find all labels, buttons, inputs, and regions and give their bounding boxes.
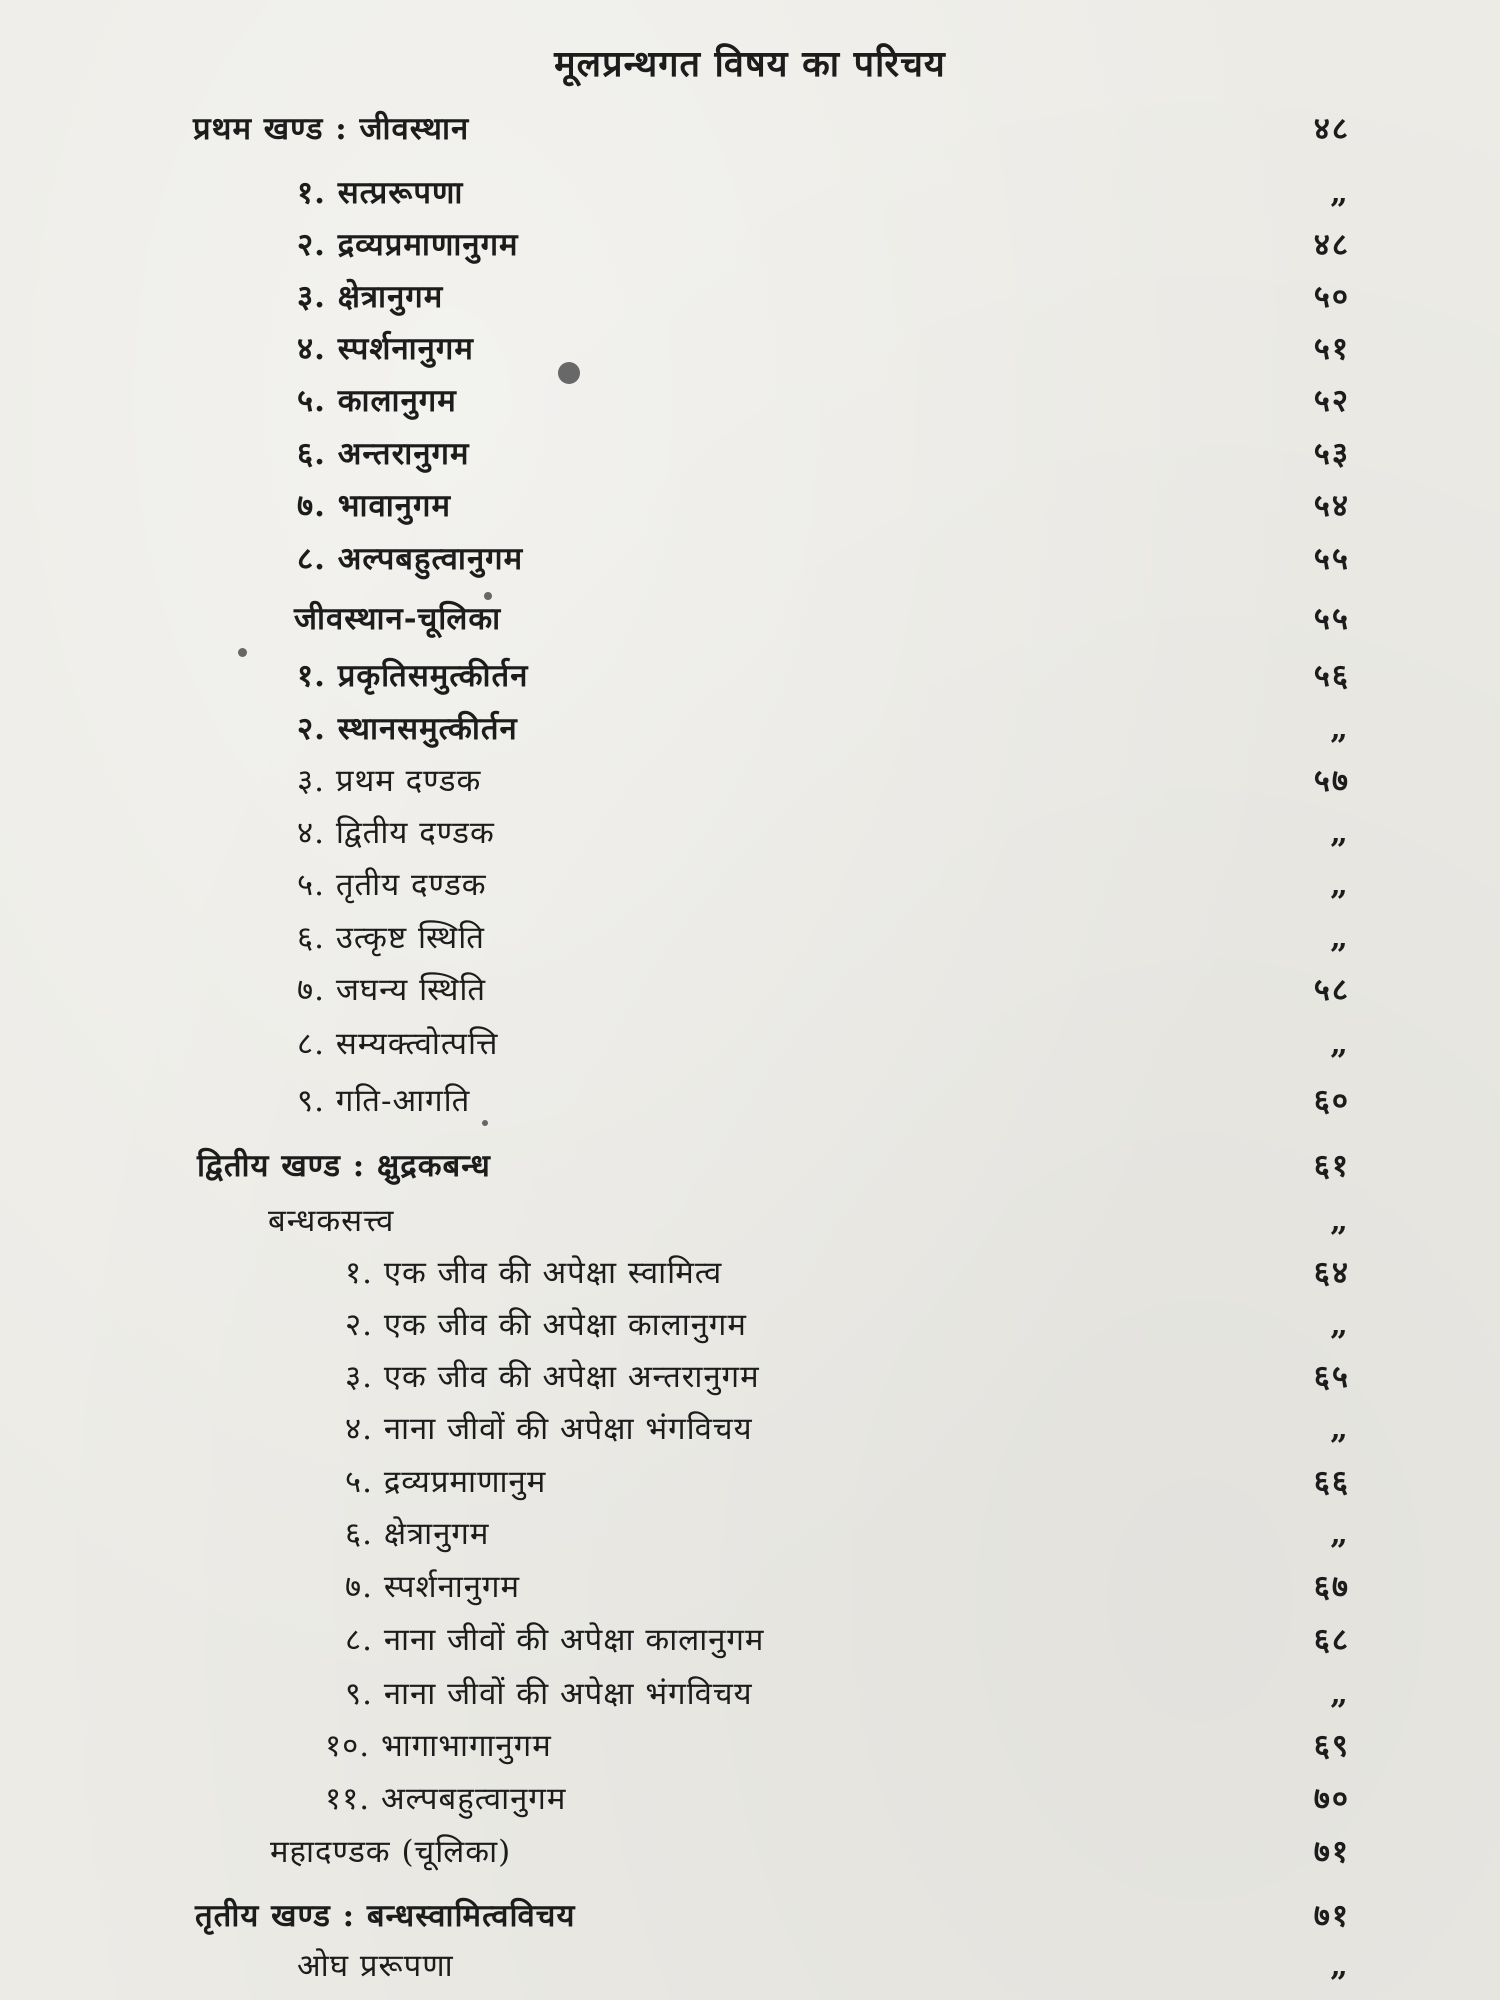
toc-entry-label: ८. नाना जीवों की अपेक्षा कालानुगम <box>345 1622 765 1658</box>
toc-page-number: ६१ <box>1313 1148 1350 1184</box>
toc-entry <box>0 167 1500 219</box>
toc-page-number: ५३ <box>1313 436 1350 472</box>
toc-entry-label: ६. अन्तरानुगम <box>297 436 470 472</box>
toc-section <box>0 103 1500 155</box>
toc-entry-label: १. सत्प्ररूपणा <box>297 175 464 211</box>
toc-page-number: ६७ <box>1313 1569 1350 1605</box>
page-title: मूलप्रन्थगत विषय का परिचय <box>554 43 946 85</box>
toc-page-number: ५२ <box>1313 383 1350 419</box>
toc-page-number: ५४ <box>1313 488 1350 524</box>
toc-entry-label: ५. तृतीय दण्डक <box>297 867 487 903</box>
toc-entry-label: ५. कालानुगम <box>297 383 457 419</box>
toc-page-number: ५५ <box>1313 541 1350 577</box>
toc-entry-label: ३. क्षेत्रानुगम <box>297 279 444 315</box>
toc-entry <box>0 1299 1500 1351</box>
toc-entry-label: ८. सम्यक्त्वोत्पत्ति <box>297 1026 499 1062</box>
toc-page-number: „ <box>1330 1676 1350 1712</box>
toc-entry-label: ३. प्रथम दण्डक <box>297 763 482 799</box>
toc-page-number: ६० <box>1313 1083 1350 1119</box>
toc-entry <box>0 323 1500 375</box>
toc-page-number: ७१ <box>1313 1898 1350 1934</box>
toc-entry-label: ३. एक जीव की अपेक्षा अन्तरानुगम <box>345 1359 760 1395</box>
toc-entry <box>0 964 1500 1016</box>
toc-entry <box>0 755 1500 807</box>
toc-entry <box>0 1075 1500 1127</box>
toc-entry <box>0 1720 1500 1772</box>
toc-subsection-title: महादण्डक (चूलिका) <box>270 1834 512 1870</box>
toc-entry <box>0 1018 1500 1070</box>
toc-subsection-title: जीवस्थान-चूलिका <box>294 601 502 637</box>
toc-entry <box>0 650 1500 702</box>
toc-entry <box>0 1351 1500 1403</box>
toc-entry-label: ८. अल्पबहुत्वानुगम <box>297 541 524 577</box>
toc-entry-label: ९. नाना जीवों की अपेक्षा भंगविचय <box>345 1676 753 1712</box>
toc-subsection-title: ओघ प्ररूपणा <box>297 1948 454 1984</box>
toc-page-number: ४८ <box>1313 111 1350 147</box>
toc-page-number: „ <box>1330 815 1350 851</box>
toc-entry <box>0 1247 1500 1299</box>
toc-page-number: ४८ <box>1313 227 1350 263</box>
toc-page-number: „ <box>1330 1307 1350 1343</box>
toc-entry <box>0 1456 1500 1508</box>
toc-entry <box>0 912 1500 964</box>
toc-entry <box>0 1668 1500 1720</box>
toc-section-title: प्रथम खण्ड : जीवस्थान <box>193 111 470 147</box>
toc-subsection-title: बन्धकसत्त्व <box>268 1203 395 1239</box>
toc-page-number: ६४ <box>1313 1255 1350 1291</box>
toc-subsection <box>0 593 1500 645</box>
toc-subsection <box>0 1826 1500 1878</box>
toc-entry <box>0 859 1500 911</box>
toc-entry-label: ४. स्पर्शनानुगम <box>297 331 474 367</box>
toc-subsection <box>0 1195 1500 1247</box>
toc-entry <box>0 1403 1500 1455</box>
toc-section <box>0 1890 1500 1942</box>
toc-page-number: „ <box>1330 1411 1350 1447</box>
toc-page-number: „ <box>1330 175 1350 211</box>
toc-page-number: „ <box>1330 867 1350 903</box>
toc-entry-label: ६. क्षेत्रानुगम <box>345 1516 490 1552</box>
toc-entry <box>0 703 1500 755</box>
toc-page-number: ६९ <box>1313 1728 1350 1764</box>
toc-page-number: ६८ <box>1313 1622 1350 1658</box>
toc-entry <box>0 1614 1500 1666</box>
toc-entry <box>0 428 1500 480</box>
toc-entry <box>0 480 1500 532</box>
toc-entry <box>0 219 1500 271</box>
toc-entry <box>0 533 1500 585</box>
toc-page-number: ७० <box>1313 1781 1350 1817</box>
toc-entry <box>0 807 1500 859</box>
toc-entry-label: ११. अल्पबहुत्वानुगम <box>325 1781 567 1817</box>
toc-page-number: ५६ <box>1313 658 1350 694</box>
toc-entry-label: १. प्रकृतिसमुत्कीर्तन <box>297 658 529 694</box>
toc-entry <box>0 1561 1500 1613</box>
toc-entry-label: ४. नाना जीवों की अपेक्षा भंगविचय <box>345 1411 753 1447</box>
toc-section-title: द्वितीय खण्ड : क्षुद्रकबन्ध <box>197 1148 491 1184</box>
toc-page-number: ६५ <box>1313 1359 1350 1395</box>
toc-page-number: „ <box>1330 920 1350 956</box>
toc-entry-label: २. द्रव्यप्रमाणानुगम <box>297 227 519 263</box>
toc-page-number: „ <box>1330 1203 1350 1239</box>
toc-entry-label: ७. स्पर्शनानुगम <box>345 1569 521 1605</box>
toc-subsection <box>0 1940 1500 1992</box>
toc-entry-label: ७. भावानुगम <box>297 488 451 524</box>
toc-entry <box>0 1508 1500 1560</box>
toc-page-number: ५० <box>1313 279 1350 315</box>
toc-entry-label: ५. द्रव्यप्रमाणानुम <box>345 1464 547 1500</box>
toc-entry <box>0 375 1500 427</box>
toc-entry-label: ९. गति-आगति <box>297 1083 471 1119</box>
toc-entry-label: १. एक जीव की अपेक्षा स्वामित्व <box>345 1255 723 1291</box>
toc-page-number: ७१ <box>1313 1834 1350 1870</box>
toc-entry-label: २. स्थानसमुत्कीर्तन <box>297 711 518 747</box>
toc-entry-label: १०. भागाभागानुगम <box>325 1728 552 1764</box>
toc-page-number: „ <box>1330 1516 1350 1552</box>
toc-entry-label: २. एक जीव की अपेक्षा कालानुगम <box>345 1307 747 1343</box>
toc-page-number: „ <box>1330 1948 1350 1984</box>
toc-page-number: ५७ <box>1313 763 1350 799</box>
toc-section-title: तृतीय खण्ड : बन्धस्वामित्वविचय <box>195 1898 576 1934</box>
toc-page-number: ५१ <box>1313 331 1350 367</box>
toc-page-number: ५५ <box>1313 601 1350 637</box>
toc-page-number: ६६ <box>1313 1464 1350 1500</box>
toc-page-number: „ <box>1330 1026 1350 1062</box>
toc-entry <box>0 271 1500 323</box>
toc-entry-label: ६. उत्कृष्ट स्थिति <box>297 920 485 956</box>
toc-page-number: ५८ <box>1313 972 1350 1008</box>
toc-entry <box>0 1773 1500 1825</box>
toc-entry-label: ७. जघन्य स्थिति <box>297 972 487 1008</box>
toc-entry-label: ४. द्वितीय दण्डक <box>297 815 495 851</box>
toc-page-number: „ <box>1330 711 1350 747</box>
toc-section <box>0 1140 1500 1192</box>
